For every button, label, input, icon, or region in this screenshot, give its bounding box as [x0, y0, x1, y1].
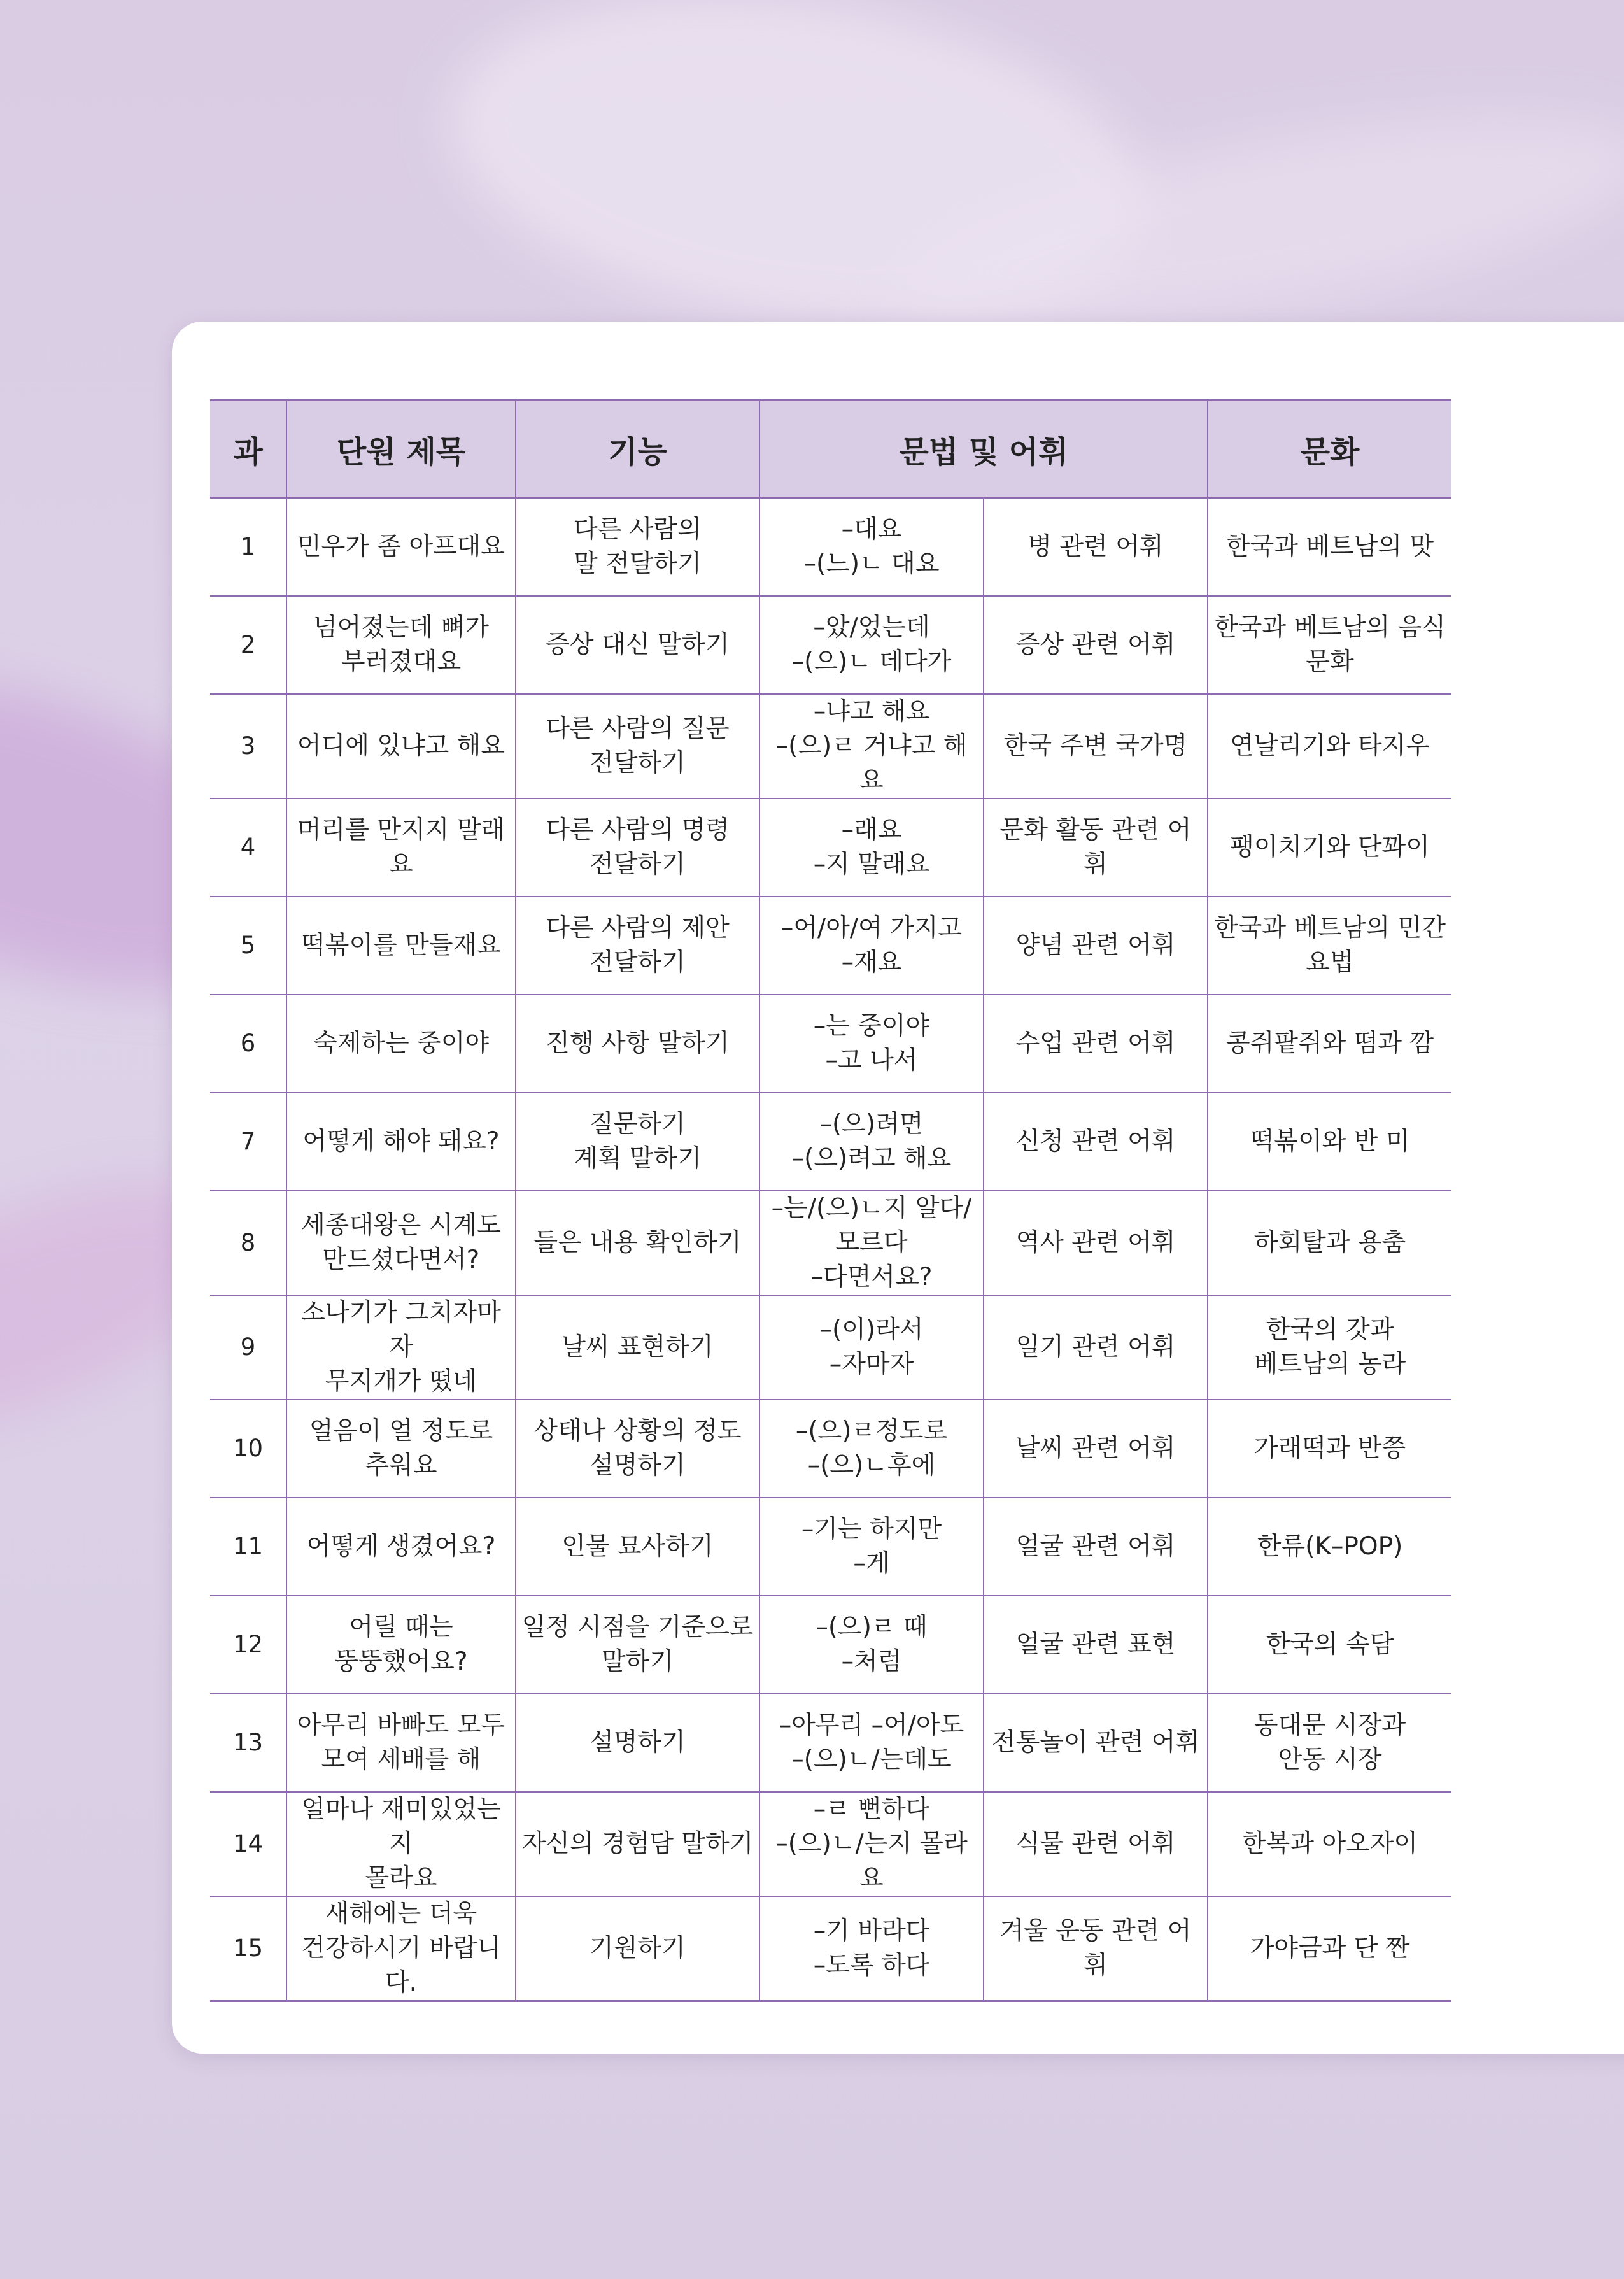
- culture-cell: 한국과 베트남의 맛: [1208, 498, 1451, 597]
- curriculum-table: [210, 399, 1451, 2002]
- culture-cell: 한국과 베트남의 민간 요법: [1208, 897, 1451, 995]
- culture-cell: 한류(K–POP): [1208, 1498, 1451, 1596]
- grammar-cell: –았/었는데 –(으)ㄴ 데다가: [759, 596, 984, 694]
- lesson-number-cell: 3: [210, 694, 286, 799]
- grammar-cell: –는 중이야 –고 나서: [759, 995, 984, 1093]
- table-row: [210, 897, 1451, 995]
- unit-title-cell: 소나기가 그치자마자 무지개가 떴네: [286, 1295, 516, 1400]
- culture-cell: 동대문 시장과 안동 시장: [1208, 1694, 1451, 1792]
- lesson-number-cell: 14: [210, 1792, 286, 1896]
- vocabulary-cell: 역사 관련 어휘: [984, 1191, 1208, 1295]
- lesson-number-cell: 13: [210, 1694, 286, 1792]
- grammar-cell: –기는 하지만 –게: [759, 1498, 984, 1596]
- culture-cell: 연날리기와 타지우: [1208, 694, 1451, 799]
- table-row: [210, 694, 1451, 799]
- lesson-number-cell: 6: [210, 995, 286, 1093]
- lesson-number-cell: 2: [210, 596, 286, 694]
- vocabulary-cell: 신청 관련 어휘: [984, 1093, 1208, 1191]
- culture-cell: 콩쥐팥쥐와 떰과 깜: [1208, 995, 1451, 1093]
- function-cell: 상태나 상황의 정도 설명하기: [516, 1400, 759, 1498]
- header-lesson: 과: [210, 401, 286, 498]
- unit-title-cell: 새해에는 더욱 건강하시기 바랍니다.: [286, 1896, 516, 2001]
- table-row: [210, 1093, 1451, 1191]
- function-cell: 질문하기 계획 말하기: [516, 1093, 759, 1191]
- function-cell: 다른 사람의 명령 전달하기: [516, 799, 759, 897]
- unit-title-cell: 머리를 만지지 말래요: [286, 799, 516, 897]
- lesson-number-cell: 15: [210, 1896, 286, 2001]
- function-cell: 일정 시점을 기준으로 말하기: [516, 1596, 759, 1694]
- vocabulary-cell: 겨울 운동 관련 어휘: [984, 1896, 1208, 2001]
- grammar-cell: –(으)려면 –(으)려고 해요: [759, 1093, 984, 1191]
- unit-title-cell: 어디에 있냐고 해요: [286, 694, 516, 799]
- culture-cell: 떡볶이와 반 미: [1208, 1093, 1451, 1191]
- culture-cell: 가래떡과 반쯩: [1208, 1400, 1451, 1498]
- table-row: [210, 596, 1451, 694]
- function-cell: 다른 사람의 말 전달하기: [516, 498, 759, 597]
- grammar-cell: –는/(으)ㄴ지 알다/ 모르다 –다면서요?: [759, 1191, 984, 1295]
- function-cell: 다른 사람의 질문 전달하기: [516, 694, 759, 799]
- unit-title-cell: 세종대왕은 시계도 만드셨다면서?: [286, 1191, 516, 1295]
- culture-cell: 하회탈과 용춤: [1208, 1191, 1451, 1295]
- grammar-cell: –(으)ㄹ정도로 –(으)ㄴ후에: [759, 1400, 984, 1498]
- lesson-number-cell: 5: [210, 897, 286, 995]
- vocabulary-cell: 얼굴 관련 어휘: [984, 1498, 1208, 1596]
- grammar-cell: –(이)라서 –자마자: [759, 1295, 984, 1400]
- function-cell: 기원하기: [516, 1896, 759, 2001]
- grammar-cell: –래요 –지 말래요: [759, 799, 984, 897]
- culture-cell: 한국의 갓과 베트남의 농라: [1208, 1295, 1451, 1400]
- vocabulary-cell: 문화 활동 관련 어휘: [984, 799, 1208, 897]
- function-cell: 증상 대신 말하기: [516, 596, 759, 694]
- culture-cell: 한복과 아오자이: [1208, 1792, 1451, 1896]
- culture-cell: 한국과 베트남의 음식 문화: [1208, 596, 1451, 694]
- table-row: [210, 1792, 1451, 1896]
- vocabulary-cell: 식물 관련 어휘: [984, 1792, 1208, 1896]
- unit-title-cell: 떡볶이를 만들재요: [286, 897, 516, 995]
- function-cell: 날씨 표현하기: [516, 1295, 759, 1400]
- grammar-cell: –(으)ㄹ 때 –처럼: [759, 1596, 984, 1694]
- table-row: [210, 498, 1451, 597]
- vocabulary-cell: 병 관련 어휘: [984, 498, 1208, 597]
- grammar-cell: –냐고 해요 –(으)ㄹ 거냐고 해요: [759, 694, 984, 799]
- vocabulary-cell: 날씨 관련 어휘: [984, 1400, 1208, 1498]
- grammar-cell: –ㄹ 뻔하다 –(으)ㄴ/는지 몰라요: [759, 1792, 984, 1896]
- culture-cell: 한국의 속담: [1208, 1596, 1451, 1694]
- lesson-number-cell: 8: [210, 1191, 286, 1295]
- table-row: [210, 1596, 1451, 1694]
- lesson-number-cell: 9: [210, 1295, 286, 1400]
- header-grammar-vocab: 문법 및 어휘: [759, 401, 1208, 498]
- header-unit-title: 단원 제목: [286, 401, 516, 498]
- header-function: 기능: [516, 401, 759, 498]
- function-cell: 들은 내용 확인하기: [516, 1191, 759, 1295]
- lesson-number-cell: 12: [210, 1596, 286, 1694]
- lesson-number-cell: 7: [210, 1093, 286, 1191]
- unit-title-cell: 얼마나 재미있었는지 몰라요: [286, 1792, 516, 1896]
- unit-title-cell: 어릴 때는 뚱뚱했어요?: [286, 1596, 516, 1694]
- table-row: [210, 995, 1451, 1093]
- vocabulary-cell: 수업 관련 어휘: [984, 995, 1208, 1093]
- lesson-number-cell: 11: [210, 1498, 286, 1596]
- vocabulary-cell: 얼굴 관련 표현: [984, 1596, 1208, 1694]
- table-row: [210, 1295, 1451, 1400]
- function-cell: 진행 사항 말하기: [516, 995, 759, 1093]
- grammar-cell: –어/아/여 가지고 –재요: [759, 897, 984, 995]
- unit-title-cell: 얼음이 얼 정도로 추워요: [286, 1400, 516, 1498]
- function-cell: 인물 묘사하기: [516, 1498, 759, 1596]
- unit-title-cell: 민우가 좀 아프대요: [286, 498, 516, 597]
- header-culture: 문화: [1208, 401, 1451, 498]
- culture-cell: 가야금과 단 짠: [1208, 1896, 1451, 2001]
- header-row: [210, 401, 1451, 498]
- lesson-number-cell: 1: [210, 498, 286, 597]
- lesson-number-cell: 4: [210, 799, 286, 897]
- vocabulary-cell: 양념 관련 어휘: [984, 897, 1208, 995]
- unit-title-cell: 어떻게 생겼어요?: [286, 1498, 516, 1596]
- vocabulary-cell: 증상 관련 어휘: [984, 596, 1208, 694]
- table-row: [210, 1498, 1451, 1596]
- function-cell: 자신의 경험담 말하기: [516, 1792, 759, 1896]
- vocabulary-cell: 한국 주변 국가명: [984, 694, 1208, 799]
- grammar-cell: –대요 –(느)ㄴ 대요: [759, 498, 984, 597]
- grammar-cell: –아무리 –어/아도 –(으)ㄴ/는데도: [759, 1694, 984, 1792]
- lesson-number-cell: 10: [210, 1400, 286, 1498]
- table-row: [210, 1400, 1451, 1498]
- grammar-cell: –기 바라다 –도록 하다: [759, 1896, 984, 2001]
- unit-title-cell: 아무리 바빠도 모두 모여 세배를 해: [286, 1694, 516, 1792]
- table-row: [210, 1896, 1451, 2001]
- culture-cell: 팽이치기와 단꽈이: [1208, 799, 1451, 897]
- table-row: [210, 799, 1451, 897]
- table-row: [210, 1191, 1451, 1295]
- function-cell: 설명하기: [516, 1694, 759, 1792]
- unit-title-cell: 숙제하는 중이야: [286, 995, 516, 1093]
- vocabulary-cell: 전통놀이 관련 어휘: [984, 1694, 1208, 1792]
- function-cell: 다른 사람의 제안 전달하기: [516, 897, 759, 995]
- unit-title-cell: 어떻게 해야 돼요?: [286, 1093, 516, 1191]
- table-body: [210, 498, 1451, 2001]
- vocabulary-cell: 일기 관련 어휘: [984, 1295, 1208, 1400]
- unit-title-cell: 넘어졌는데 뼈가 부러졌대요: [286, 596, 516, 694]
- table-row: [210, 1694, 1451, 1792]
